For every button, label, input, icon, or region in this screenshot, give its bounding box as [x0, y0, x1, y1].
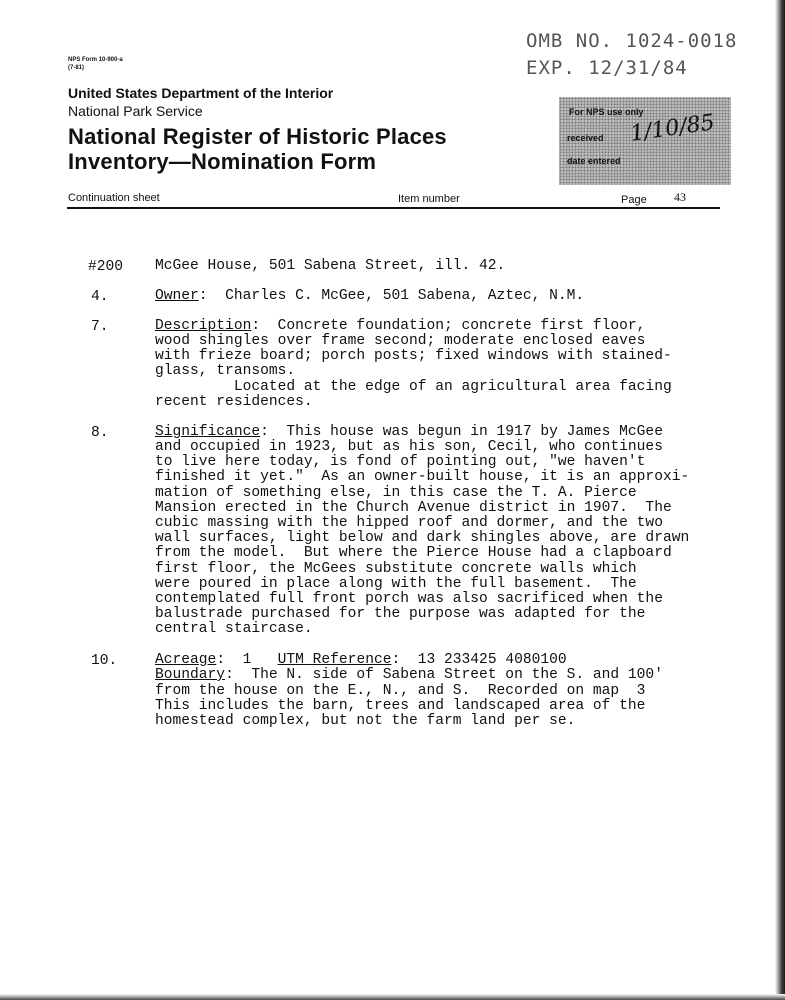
description-first-text: : Concrete foundation; concrete first floor,: [251, 318, 646, 334]
entry-4-line: [155, 289, 584, 305]
acreage-heading: Acreage: [155, 652, 217, 668]
form-number-text: NPS Form 10-900-a: [68, 57, 123, 63]
significance-first-text: : This house was begun in 1917 by James McGee: [260, 424, 663, 440]
entry-10-boundary-line: [155, 668, 663, 684]
boundary-heading: Boundary: [155, 667, 226, 683]
description-heading: Description: [155, 318, 252, 334]
page-label: Page: [621, 194, 647, 206]
page-number: 43: [674, 190, 686, 204]
stamp-received-date: 1/10/85: [628, 110, 717, 147]
scan-edge-right: [775, 0, 785, 1000]
header-rule: [67, 207, 720, 209]
item-number-label: Item number: [398, 193, 460, 205]
department-heading: United States Department of the Interior: [68, 85, 334, 101]
form-title-line2: Inventory—Nomination Form: [68, 149, 377, 174]
entry-200-number: #200: [88, 259, 124, 275]
form-date-text: (7-81): [68, 65, 85, 71]
significance-heading: Significance: [155, 424, 261, 440]
stamp-received-label: received: [567, 133, 604, 143]
boundary-body: from the house on the E., N., and S. Recorded on map 3 This includes the barn, trees and landscaped area of the homestead complex, but not the farm land per se.: [155, 683, 646, 730]
entry-8-number: 8.: [91, 425, 109, 441]
omb-number: OMB NO. 1024-0018: [526, 30, 738, 52]
entry-4-number: 4.: [91, 289, 109, 305]
significance-body: and occupied in 1923, but as his son, Cecil, who continues to live here today, is fond of pointing out, "we haven't finished it yet." As an owner-built house, it is an approxi- mation of something else, in this case the T. A. Pierce Mansion erected in the Church Avenue district in 1907. The cubic massing with the hipped roof and dormer, and the two wall surfaces, light below and dark shingles above, are drawn from the model. But where the Pierce House had a clapboard first floor, the McGees substitute concrete walls which were poured in place along with the full basement. The contemplated full front porch was also sacrificed when the balustrade purchased for the purpose was adapted for the central staircase.: [155, 439, 690, 638]
scan-edge-bottom: [0, 994, 785, 1000]
form-number: [68, 56, 123, 72]
owner-heading: Owner: [155, 288, 199, 304]
entry-10-number: 10.: [91, 653, 118, 669]
stamp-for-nps-use: For NPS use only: [569, 107, 644, 117]
utm-value: : 13 233425 4080100: [391, 652, 567, 668]
entry-7-number: 7.: [91, 319, 109, 335]
description-body: wood shingles over frame second; moderate enclosed eaves with frieze board; porch posts; fixed windows with stained- glass, transoms. Located at the edge of an agricultural area facing recent residences.: [155, 333, 672, 410]
boundary-first-text: : The N. side of Sabena Street on the S. and 100': [225, 667, 663, 683]
entry-200-text: McGee House, 501 Sabena Street, ill. 42.: [155, 258, 506, 274]
agency-heading: National Park Service: [68, 103, 203, 119]
stamp-date-entered-label: date entered: [567, 156, 621, 166]
owner-text: : Charles C. McGee, 501 Sabena, Aztec, N.M.: [198, 288, 585, 304]
form-title-line1: National Register of Historic Places: [68, 124, 447, 149]
omb-expiration: EXP. 12/31/84: [526, 57, 688, 79]
continuation-sheet-label: Continuation sheet: [68, 192, 160, 204]
utm-heading: UTM Reference: [277, 652, 392, 668]
acreage-value: : 1: [216, 652, 278, 668]
